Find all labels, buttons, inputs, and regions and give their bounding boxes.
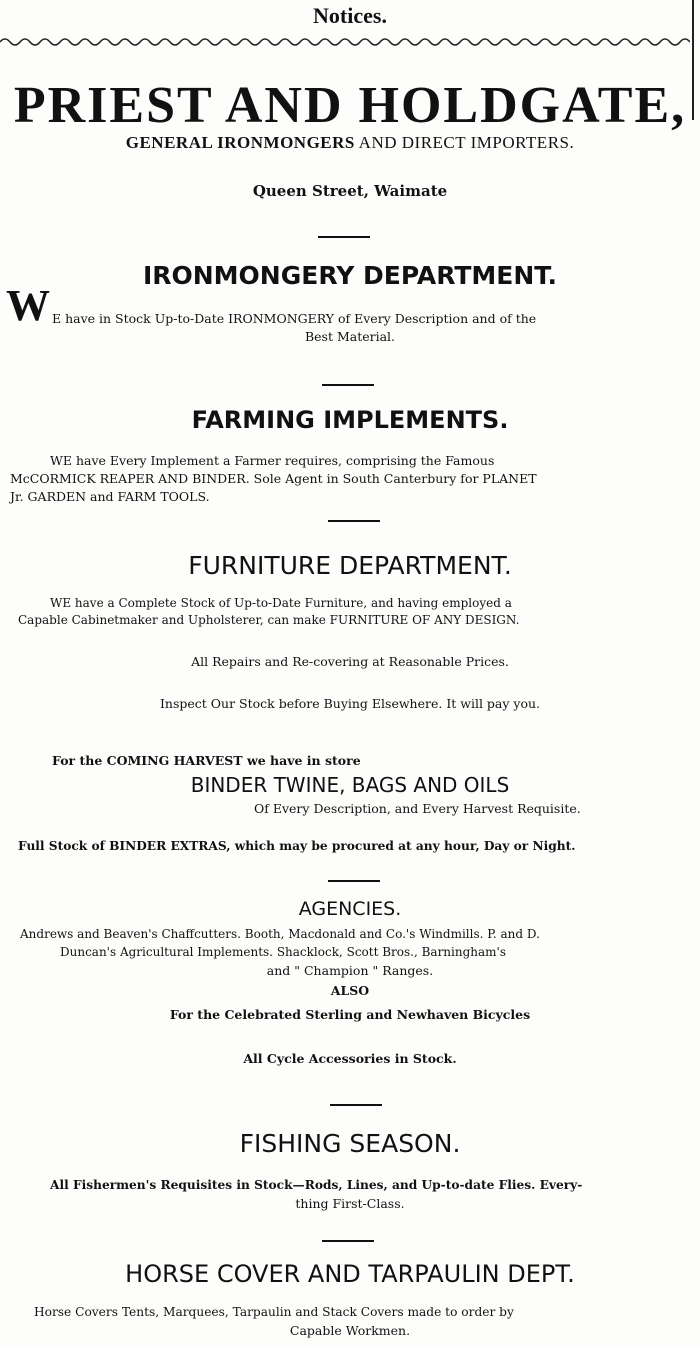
advert-subtitle [0, 132, 700, 154]
farming-line1: WE have Every Implement a Farmer requires, comprising the Famous [50, 453, 495, 468]
ironmongery-title: IRONMONGERY DEPARTMENT. [142, 261, 558, 290]
horse-line1: Horse Covers Tents, Marquees, Tarpaulin and Stack Covers made to order by [34, 1305, 514, 1319]
agencies-title: AGENCIES. [298, 898, 402, 920]
agencies-line3: and " Champion " Ranges. [266, 963, 434, 978]
harvest-line2: Full Stock of BINDER EXTRAS, which may be procured at any hour, Day or Night. [18, 839, 576, 853]
subtitle-rest: AND DIRECT IMPORTERS. [354, 133, 575, 152]
ironmongery-line2: Best Material. [304, 329, 396, 344]
agencies-line2: Duncan's Agricultural Implements. Shacklock, Scott Bros., Barningham's [60, 945, 507, 959]
drop-cap: W [6, 281, 50, 330]
section-divider [322, 384, 374, 386]
furniture-line2: Capable Cabinetmaker and Upholsterer, can make FURNITURE OF ANY DESIGN. [18, 613, 520, 627]
advert-address: Queen Street, Waimate [252, 182, 448, 200]
furniture-line3: All Repairs and Re-covering at Reasonable Prices. [191, 654, 509, 669]
agencies-line4: For the Celebrated Sterling and Newhaven Bicycles [169, 1007, 531, 1022]
furniture-line4: Inspect Our Stock before Buying Elsewhere. It will pay you. [159, 696, 541, 711]
farming-title: FARMING IMPLEMENTS. [191, 406, 509, 434]
agencies-line1: Andrews and Beaven's Chaffcutters. Booth, Macdonald and Co.'s Windmills. P. and D. [20, 927, 540, 941]
furniture-line1: WE have a Complete Stock of Up-to-Date Furniture, and having employed a [50, 596, 512, 610]
agencies-also: ALSO [330, 983, 370, 998]
harvest-title: BINDER TWINE, BAGS AND OILS [190, 773, 510, 797]
furniture-title: FURNITURE DEPARTMENT. [188, 551, 512, 580]
farming-line2: McCORMICK REAPER AND BINDER. Sole Agent in South Canterbury for PLANET [10, 471, 537, 486]
farming-line3: Jr. GARDEN and FARM TOOLS. [10, 489, 210, 504]
ironmongery-line1: E have in Stock Up-to-Date IRONMONGERY of Every Description and of the [52, 311, 537, 326]
horse-line2: Capable Workmen. [289, 1323, 411, 1338]
wavy-divider [0, 34, 690, 50]
advert-title: PRIEST AND HOLDGATE, [13, 77, 687, 134]
notices-heading: Notices. [313, 3, 387, 28]
fishing-line2: thing First-Class. [295, 1196, 405, 1211]
fishing-title: FISHING SEASON. [239, 1129, 461, 1158]
section-divider [318, 236, 370, 238]
section-divider [328, 520, 380, 522]
harvest-intro: For the COMING HARVEST we have in store [52, 753, 361, 768]
section-divider [330, 1104, 382, 1106]
horse-title: HORSE COVER AND TARPAULIN DEPT. [125, 1260, 575, 1288]
fishing-line1: All Fishermen's Requisites in Stock—Rods, Lines, and Up-to-date Flies. Every- [50, 1178, 583, 1192]
agencies-line5: All Cycle Accessories in Stock. [243, 1051, 457, 1066]
harvest-line1: Of Every Description, and Every Harvest Requisite. [254, 801, 581, 816]
section-divider [328, 880, 380, 882]
subtitle-first: GENERAL IRONMONGERS [125, 133, 355, 152]
section-divider [322, 1240, 374, 1242]
